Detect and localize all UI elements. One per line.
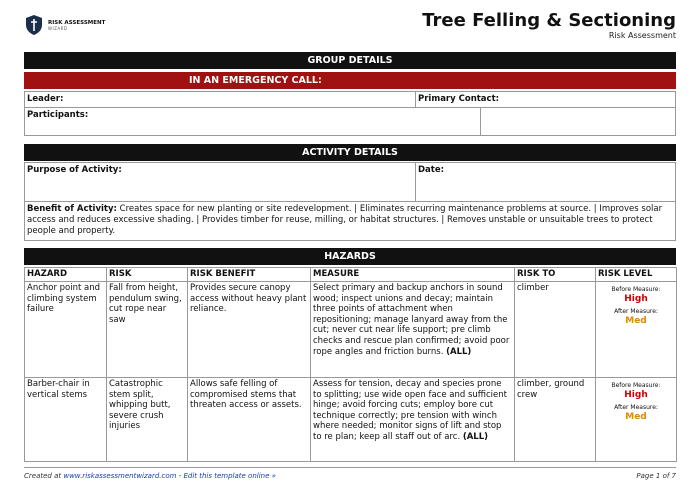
- after-level-badge: Med: [625, 316, 647, 326]
- primary-contact-field[interactable]: [415, 91, 676, 108]
- col-measure: MEASURE: [311, 268, 515, 282]
- before-measure-label: Before Measure:: [611, 286, 661, 293]
- benefit-cell: Allows safe felling of compromised stems that threaten access or assets.: [188, 378, 311, 462]
- logo-sub: WIZARD: [48, 25, 68, 31]
- table-row: [25, 282, 677, 378]
- col-risk-level: RISK LEVEL: [596, 268, 677, 282]
- page-subtitle: Risk Assessment: [608, 31, 676, 40]
- measure-tag: (ALL): [446, 346, 472, 357]
- purpose-label: Purpose of Activity:: [27, 165, 122, 175]
- emergency-call-bar: IN AN EMERGENCY CALL:: [24, 72, 676, 89]
- risk-level-cell: [596, 378, 677, 462]
- table-header-row: [25, 268, 677, 282]
- risk-to-cell: climber, ground crew: [515, 378, 596, 462]
- after-measure-label: After Measure:: [614, 308, 658, 315]
- hazards-table: [24, 267, 677, 462]
- footer-created-prefix: Created at: [24, 472, 62, 480]
- benefit-field: [24, 201, 676, 241]
- logo-name: RISK ASSESSMENT: [48, 19, 106, 26]
- measure-cell: [311, 378, 515, 462]
- risk-to-cell: climber: [515, 282, 596, 378]
- benefit-label: Benefit of Activity:: [27, 204, 117, 214]
- measure-text: Assess for tension, decay and species prone to splitting; use wide open face and sufficient hinge; avoid forcing cuts; employ bore cut technique correctly; pre tension with winch where needed; monitor signs of lift and stop to re plan; keep all staff out of arc.: [313, 379, 507, 442]
- hazards-heading: HAZARDS: [24, 248, 676, 265]
- date-label: Date:: [418, 165, 445, 175]
- table-row: [25, 378, 677, 462]
- risk-level-cell: [596, 282, 677, 378]
- primary-contact-label: Primary Contact:: [418, 94, 500, 104]
- col-risk-to: RISK TO: [515, 268, 596, 282]
- hazard-cell: Barber-chair in vertical stems: [25, 378, 107, 462]
- shield-icon: [24, 14, 44, 36]
- leader-label: Leader:: [27, 94, 64, 104]
- activity-details-heading: ACTIVITY DETAILS: [24, 144, 676, 161]
- after-measure-label: After Measure:: [614, 404, 658, 411]
- before-measure-label: Before Measure:: [611, 382, 661, 389]
- date-field[interactable]: [415, 162, 676, 202]
- footer-site-link[interactable]: www.riskassessmentwizard.com: [63, 472, 177, 480]
- risk-cell: Fall from height, pendulum swing, cut rope near saw: [107, 282, 188, 378]
- footer-divider: [24, 467, 676, 468]
- footer-credit: [24, 472, 276, 480]
- participants-field[interactable]: [24, 107, 481, 136]
- purpose-field[interactable]: [24, 162, 416, 202]
- benefit-cell: Provides secure canopy access without heavy plant reliance.: [188, 282, 311, 378]
- col-risk: RISK: [107, 268, 188, 282]
- measure-tag: (ALL): [462, 431, 489, 442]
- col-hazard: HAZARD: [25, 268, 107, 282]
- page-number: Page 1 of 7: [636, 472, 676, 480]
- col-risk-benefit: RISK BENEFIT: [188, 268, 311, 282]
- logo: [24, 14, 105, 36]
- participants-extra-field[interactable]: [480, 107, 676, 136]
- benefit-text: Creates space for new planting or site redevelopment. | Eliminates recurring maintenance problems at source. | Improves solar access and reduces excessive shading. | Provides timber for reuse, milling, or habitat structures. | Removes unstable or unsuitable trees to protect people and property.: [27, 204, 663, 236]
- measure-cell: [311, 282, 515, 378]
- hazard-cell: Anchor point and climbing system failure: [25, 282, 107, 378]
- group-details-heading: GROUP DETAILS: [24, 52, 676, 69]
- footer-edit-link[interactable]: - Edit this template online »: [178, 472, 276, 480]
- page-title: Tree Felling & Sectioning: [422, 10, 676, 31]
- after-level-badge: Med: [625, 412, 647, 422]
- participants-label: Participants:: [27, 110, 89, 120]
- before-level-badge: High: [624, 294, 648, 304]
- measure-text: Select primary and backup anchors in sound wood; inspect unions and decay; maintain three points of attachment when repositioning; manage lanyard away from the cut; never cut near life support; pre climb checks and rescue plan confirmed; avoid poor rope angles and friction burns.: [313, 283, 510, 357]
- before-level-badge: High: [624, 390, 648, 400]
- leader-field[interactable]: [24, 91, 416, 108]
- risk-cell: Catastrophic stem split, whipping butt, severe crush injuries: [107, 378, 188, 462]
